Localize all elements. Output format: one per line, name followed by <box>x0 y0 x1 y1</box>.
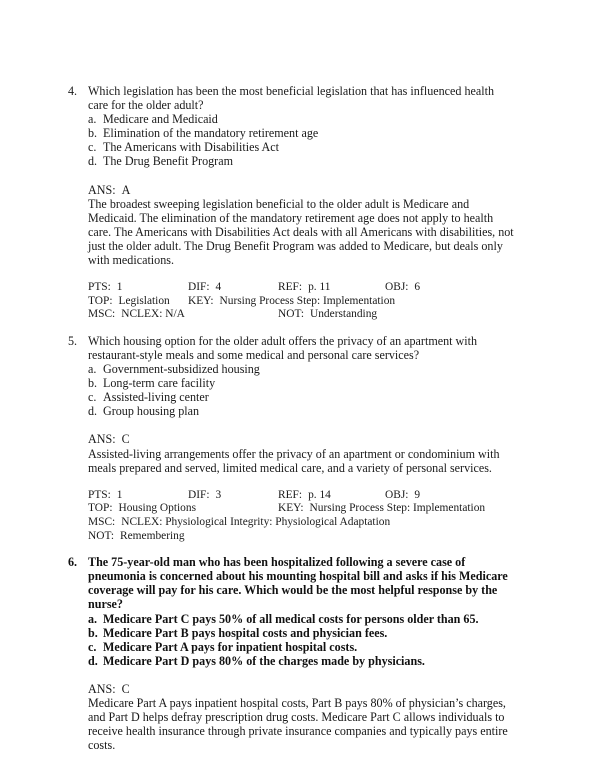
option-d[interactable] <box>88 404 516 418</box>
question-block-6 <box>68 555 516 752</box>
question-stem: Which legislation has been the most beneficial legislation that has influenced health care for the older adult? <box>88 84 495 113</box>
pts-field <box>88 281 123 295</box>
option-b[interactable] <box>88 376 516 390</box>
dif-label: DIF: <box>188 281 210 294</box>
option-text: Medicare Part A pays for inpatient hospital costs. <box>103 639 358 654</box>
answer-label: ANS: <box>88 681 116 696</box>
metadata-line-1 <box>88 281 516 295</box>
dif-field <box>188 489 221 503</box>
ref-value: p. 14 <box>308 488 331 501</box>
metadata-block <box>68 281 516 322</box>
question-stem: Which housing option for the older adult offers the privacy of an apartment with restaurant-style meals and some medical and personal care services? <box>88 333 478 362</box>
option-text: Medicare Part C pays 50% of all medical costs for persons older than 65. <box>103 611 479 626</box>
ref-value: p. 11 <box>308 281 331 294</box>
not-label: NOT: <box>88 529 115 542</box>
ref-label: REF: <box>278 488 303 501</box>
ref-field <box>278 489 331 503</box>
option-text: Medicare Part B pays hospital costs and physician fees. <box>103 625 388 640</box>
option-d[interactable] <box>88 654 516 668</box>
option-text: The Drug Benefit Program <box>103 154 233 169</box>
obj-field <box>385 281 420 295</box>
not-field <box>88 530 185 544</box>
msc-value: NCLEX: Physiological Integrity: Physiological Adaptation <box>121 515 391 528</box>
option-letter: c. <box>88 390 97 405</box>
top-value: Legislation <box>118 294 170 307</box>
option-letter: a. <box>88 362 97 377</box>
top-field <box>88 295 170 309</box>
top-field <box>88 502 196 516</box>
question-number: 5. <box>68 333 78 348</box>
option-letter: d. <box>88 154 98 169</box>
answer-value: C <box>121 681 130 696</box>
top-label: TOP: <box>88 294 113 307</box>
document-content <box>68 84 516 764</box>
pts-value: 1 <box>116 488 123 501</box>
rationale-text: Assisted-living arrangements offer the privacy of an apartment or condominium with meals prepared and served, limited medical care, and a variety of personal services. <box>88 446 500 475</box>
answer-area <box>68 432 516 474</box>
pts-value: 1 <box>116 281 123 294</box>
pts-label: PTS: <box>88 281 111 294</box>
option-c[interactable] <box>88 390 516 404</box>
metadata-line-2 <box>88 295 516 309</box>
question-block-5 <box>68 334 516 543</box>
option-text: Group housing plan <box>103 404 200 419</box>
question-block-4 <box>68 84 516 322</box>
key-field <box>188 295 395 309</box>
option-text: The Americans with Disabilities Act <box>103 140 279 155</box>
option-text: Medicare Part D pays 80% of the charges made by physicians. <box>103 653 425 668</box>
option-letter: c. <box>88 140 97 155</box>
obj-label: OBJ: <box>385 281 409 294</box>
msc-label: MSC: <box>88 515 116 528</box>
option-letter: d. <box>88 653 98 668</box>
not-field <box>278 308 377 322</box>
obj-value: 6 <box>414 281 421 294</box>
option-d[interactable] <box>88 154 516 168</box>
rationale-text: Medicare Part A pays inpatient hospital costs, Part B pays 80% of physician’s charges, and Part D helps defray prescription drug costs. Medicare Part C allows individuals to receive health insurance through private insurance companies and typically pays entire costs. <box>88 695 508 753</box>
metadata-line-1 <box>88 489 516 503</box>
answer-options-list <box>68 612 516 668</box>
metadata-line-2 <box>88 502 516 516</box>
dif-value: 4 <box>215 281 222 294</box>
answer-value: C <box>121 432 130 447</box>
obj-value: 9 <box>414 488 421 501</box>
answer-area <box>68 183 516 268</box>
metadata-line-3 <box>88 308 516 322</box>
answer-value: A <box>121 182 131 197</box>
answer-options-list <box>68 112 516 168</box>
answer-line <box>88 183 516 197</box>
question-stem: The 75-year-old man who has been hospitalized following a severe case of pneumonia is concerned about his mounting hospital bill and asks if his Medicare coverage will pay for his care. Which would be the most helpful response by the nurse? <box>88 555 508 612</box>
option-text: Medicare and Medicaid <box>103 112 218 127</box>
pts-label: PTS: <box>88 488 111 501</box>
rationale-text: The broadest sweeping legislation beneficial to the older adult is Medicare and Medicaid. The elimination of the mandatory retirement age does not apply to health care. The Americans with Disabilities Act deals with all Americans with disabilities, not just the older adult. The Drug Benefit Program was added to Medicare, but deals only with medications. <box>88 196 514 268</box>
not-value: Understanding <box>310 308 378 321</box>
option-letter: c. <box>88 639 97 654</box>
option-letter: a. <box>88 112 97 127</box>
msc-field <box>88 308 185 322</box>
not-value: Remembering <box>120 529 185 542</box>
option-text: Government-subsidized housing <box>103 362 260 377</box>
top-value: Housing Options <box>118 502 197 515</box>
option-letter: b. <box>88 625 98 640</box>
option-a[interactable] <box>88 112 516 126</box>
key-value: Nursing Process Step: Implementation <box>219 294 396 307</box>
ref-label: REF: <box>278 281 303 294</box>
option-text: Assisted-living center <box>103 390 209 405</box>
option-c[interactable] <box>88 140 516 154</box>
question-number: 6. <box>68 555 78 570</box>
option-b[interactable] <box>88 626 516 640</box>
dif-value: 3 <box>215 488 222 501</box>
option-a[interactable] <box>88 362 516 376</box>
option-c[interactable] <box>88 640 516 654</box>
option-letter: d. <box>88 404 98 419</box>
ref-field <box>278 281 330 295</box>
option-letter: b. <box>88 126 98 141</box>
question-row <box>68 334 516 362</box>
answer-label: ANS: <box>88 432 116 447</box>
msc-field <box>88 516 390 530</box>
option-letter: b. <box>88 376 98 391</box>
not-label: NOT: <box>278 308 305 321</box>
msc-label: MSC: <box>88 308 116 321</box>
option-a[interactable] <box>88 612 516 626</box>
top-label: TOP: <box>88 502 113 515</box>
option-text: Elimination of the mandatory retirement age <box>103 126 319 141</box>
metadata-line-4 <box>88 530 516 544</box>
question-row <box>68 555 516 611</box>
answer-line <box>88 432 516 446</box>
pts-field <box>88 489 123 503</box>
option-b[interactable] <box>88 126 516 140</box>
obj-label: OBJ: <box>385 488 409 501</box>
metadata-block <box>68 489 516 543</box>
answer-line <box>88 682 516 696</box>
answer-area <box>68 682 516 752</box>
obj-field <box>385 489 420 503</box>
key-label: KEY: <box>278 502 304 515</box>
answer-options-list <box>68 362 516 418</box>
answer-label: ANS: <box>88 182 116 197</box>
option-letter: a. <box>88 611 98 626</box>
metadata-line-3 <box>88 516 516 530</box>
dif-field <box>188 281 221 295</box>
question-number: 4. <box>68 84 78 98</box>
key-label: KEY: <box>188 294 214 307</box>
question-row <box>68 84 516 112</box>
option-text: Long-term care facility <box>103 376 216 391</box>
dif-label: DIF: <box>188 488 210 501</box>
key-field <box>278 502 485 516</box>
msc-value: NCLEX: N/A <box>121 308 185 321</box>
key-value: Nursing Process Step: Implementation <box>309 502 486 515</box>
